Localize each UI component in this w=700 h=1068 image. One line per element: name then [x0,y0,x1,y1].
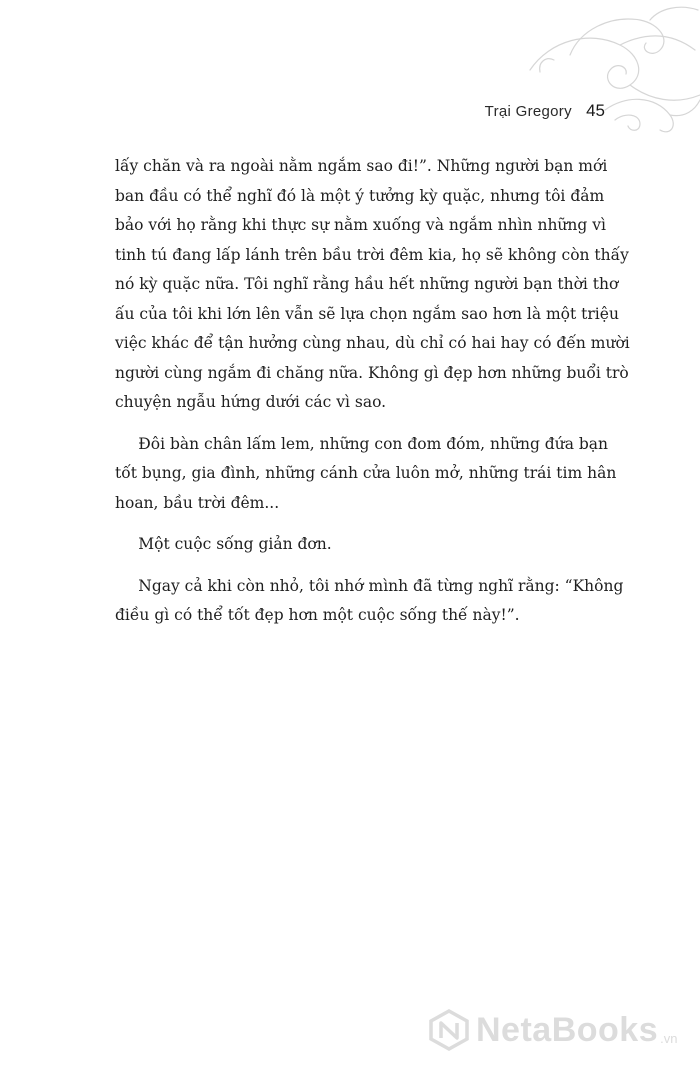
text-line: điều gì có thể tốt đẹp hơn một cuộc sống thế này!”. [115,606,520,624]
running-title: Trại Gregory [484,103,572,120]
body-text [115,152,630,643]
text-line: nó kỳ quặc nữa. Tôi nghĩ rằng hầu hết những người bạn thời thơ [115,275,619,293]
watermark-brand: NetaBooks [476,1010,659,1049]
text-line: Ngay cả khi còn nhỏ, tôi nhớ mình đã từng nghĩ rằng: “Không [138,576,624,595]
paragraph [115,572,624,631]
text-line: việc khác để tận hưởng cùng nhau, dù chỉ có hai hay có đến mười [115,334,630,352]
netabooks-logo-icon [428,1009,470,1051]
text-line: tinh tú đang lấp lánh trên bầu trời đêm kia, họ sẽ không còn thấy [115,245,629,264]
text-line: ban đầu có thể nghĩ đó là một ý tưởng kỳ quặc, nhưng tôi đảm [115,186,605,205]
text-line: Một cuộc sống giản đơn. [138,535,332,553]
paragraph [115,530,603,560]
paragraph [115,152,630,418]
text-line: người cùng ngắm đi chăng nữa. Không gì đẹp hơn những buổi trò [115,363,629,382]
text-line: Đôi bàn chân lấm lem, những con đom đóm, những đứa bạn [138,434,609,453]
paragraph [115,430,617,519]
text-line: bảo với họ rằng khi thực sự nằm xuống và ngắm nhìn những vì [115,216,606,234]
text-line: tốt bụng, gia đình, những cánh cửa luôn mở, những trái tim hân [115,464,617,482]
text-line: lấy chăn và ra ngoài nằm ngắm sao đi!”. Những người bạn mới [115,157,608,175]
text-line: ấu của tôi khi lớn lên vẫn sẽ lựa chọn ngắm sao hơn là một triệu [115,304,619,323]
watermark-suffix: .vn [660,1031,678,1046]
text-line: hoan, bầu trời đêm... [115,493,280,512]
page-number: 45 [586,101,605,120]
text-line: chuyện ngẫu hứng dưới các vì sao. [115,393,387,411]
watermark [428,1000,677,1060]
running-header [0,101,605,121]
